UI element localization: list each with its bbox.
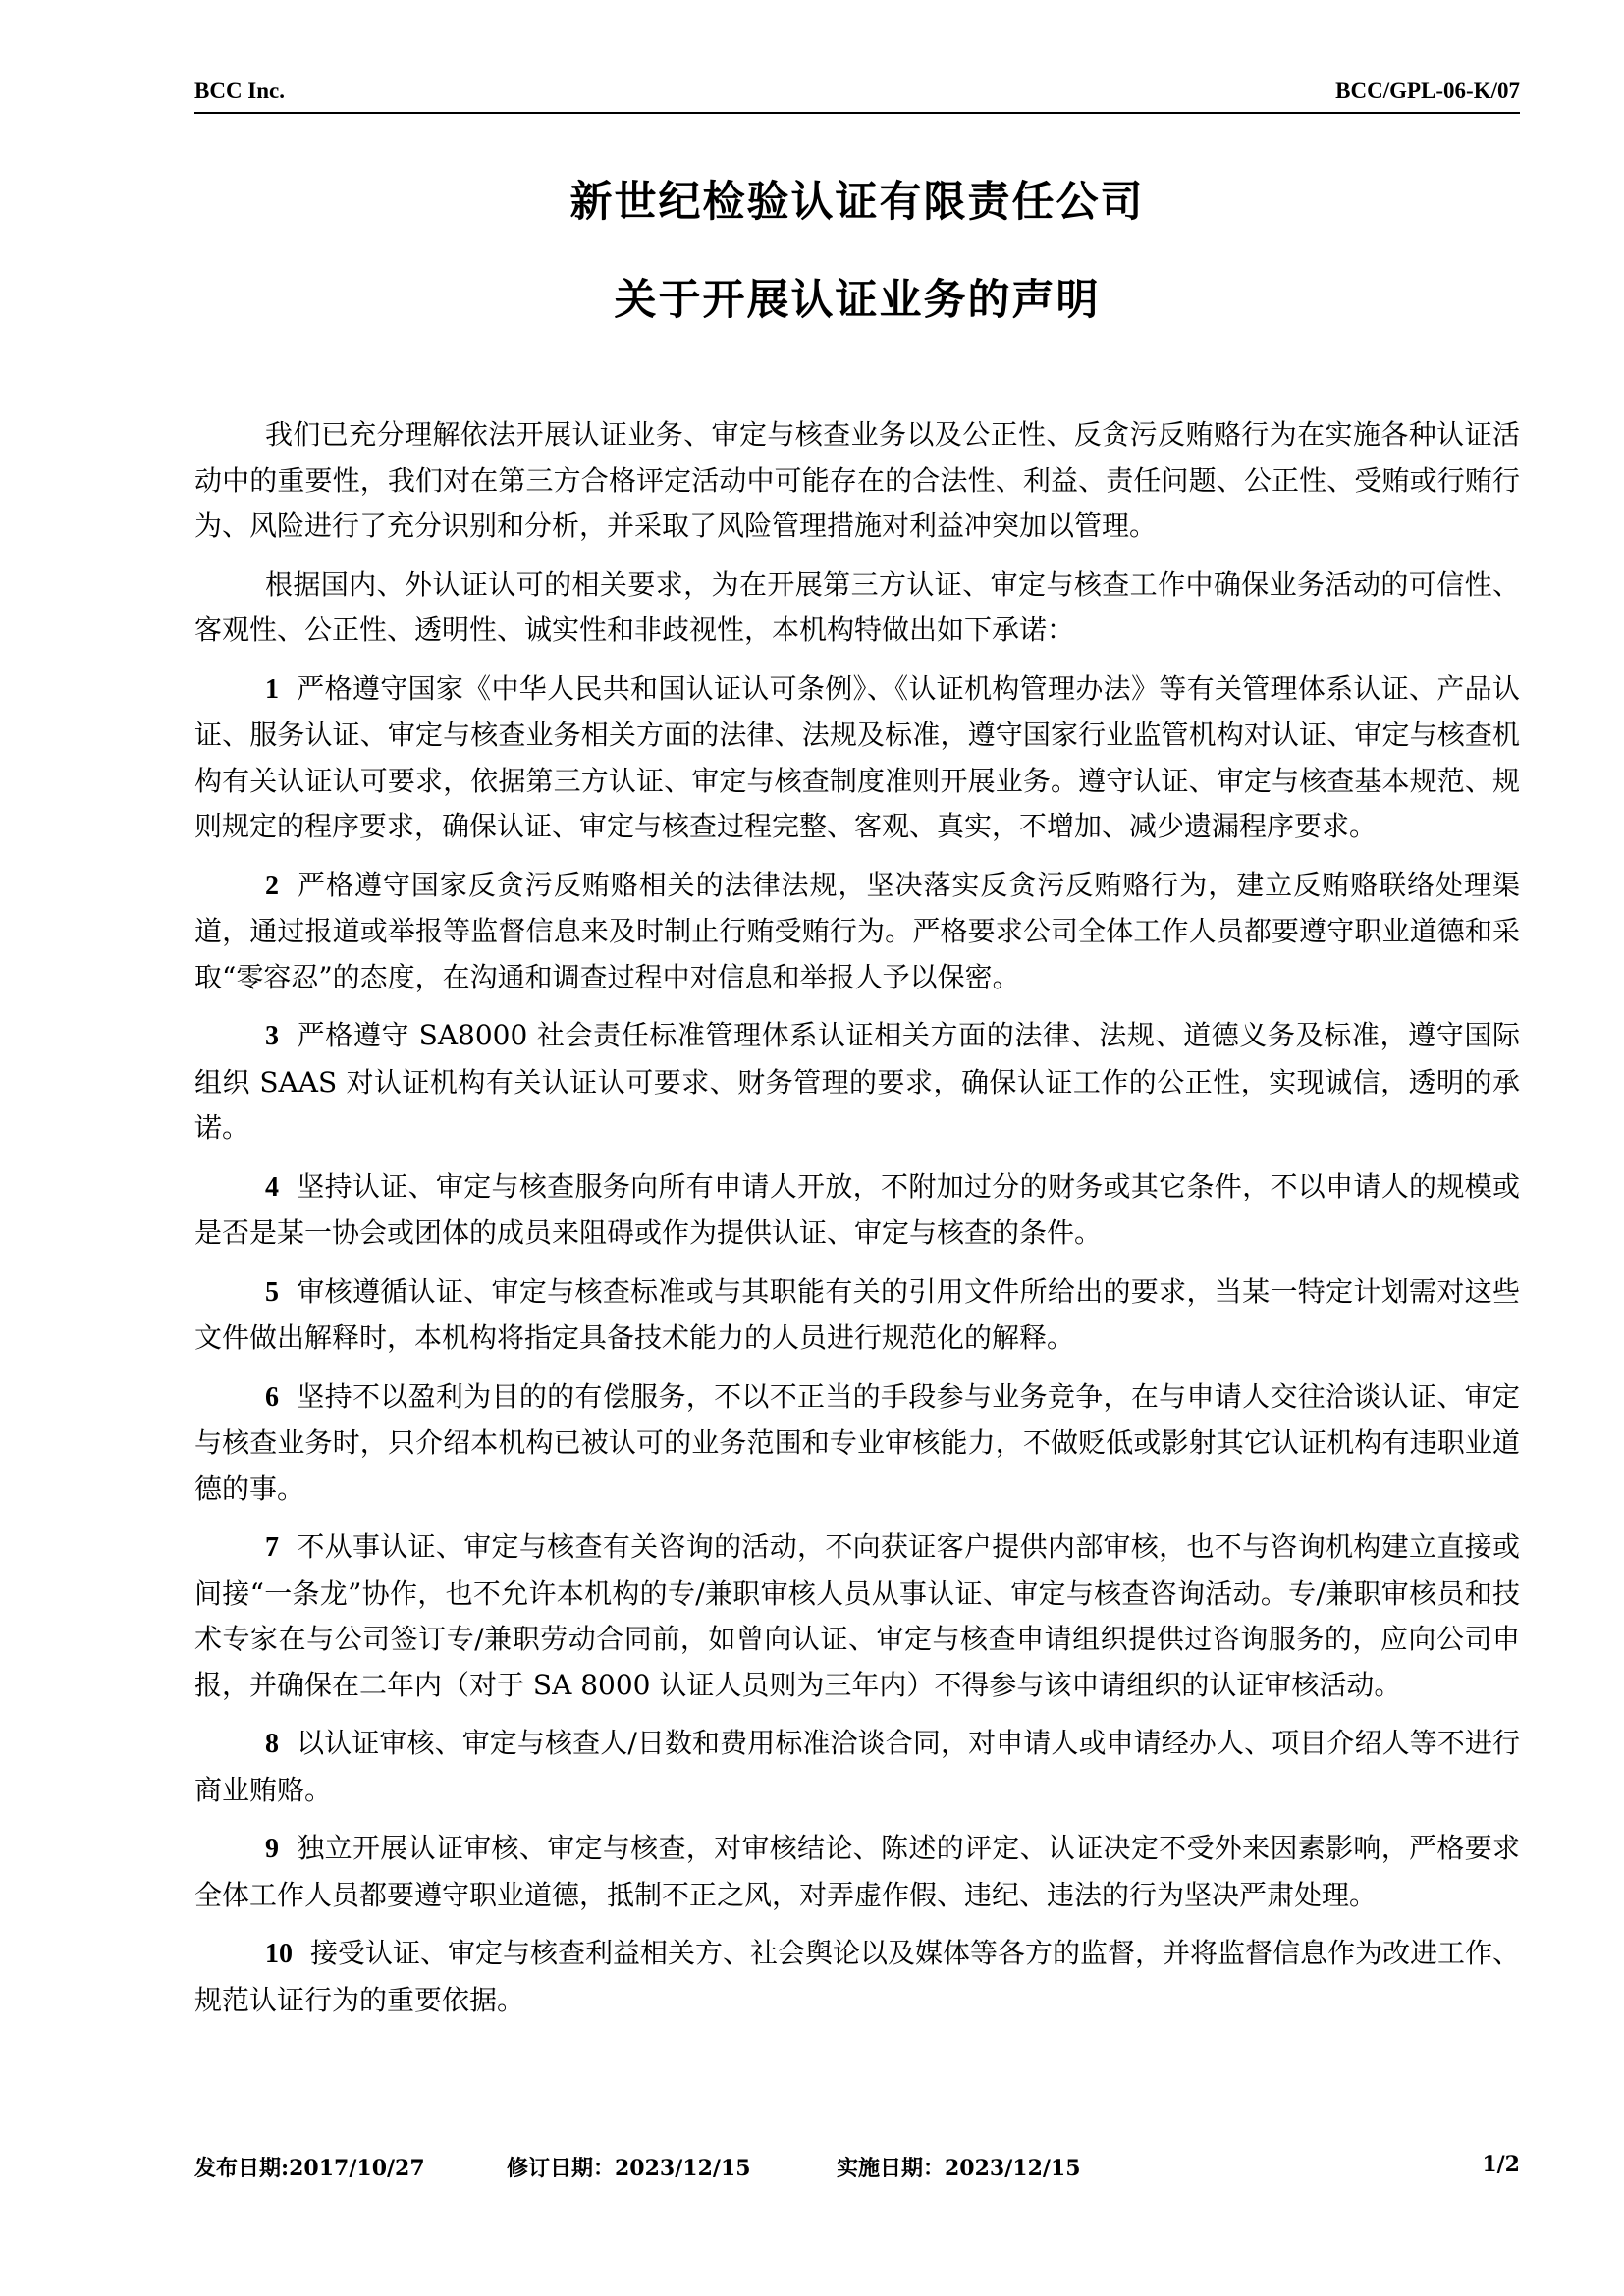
commitment-item: [194, 1931, 1520, 2023]
item-text: 严格遵守国家《中华人民共和国认证认可条例》、《认证机构管理办法》等有关管理体系认证、产品认证、服务认证、审定与核查业务相关方面的法律、法规及标准，遵守国家行业监管机构对认证、审定与核查机构有关认证认可要求，依据第三方认证、审定与核查制度准则开展业务。遵守认证、审定与核查基本规范、规则规定的程序要求，确保认证、审定与核查过程完整、客观、真实，不增加、减少遗漏程序要求。: [194, 671, 1520, 842]
item-number: 5: [265, 1276, 279, 1308]
item-text: 严格遵守 SA8000 社会责任标准管理体系认证相关方面的法律、法规、道德义务及标准，遵守国际组织 SAAS 对认证机构有关认证认可要求、财务管理的要求，确保认证工作的公正性，实现诚信，透明的承诺。: [194, 1019, 1520, 1144]
page-header: [194, 77, 1520, 114]
item-text: 接受认证、审定与核查利益相关方、社会舆论以及媒体等各方的监督，并将监督信息作为改进工作、规范认证行为的重要依据。: [194, 1937, 1521, 2016]
item-number: 9: [265, 1834, 279, 1864]
commitment-item: [194, 1826, 1520, 1918]
revision-date: 修订日期：2023/12/15: [507, 2156, 751, 2181]
item-text: 坚持认证、审定与核查服务向所有申请人开放，不附加过分的财务或其它条件，不以申请人的规模或是否是某一协会或团体的成员来阻碍或作为提供认证、审定与核查的条件。: [194, 1169, 1520, 1249]
intro-paragraph-1: 我们已充分理解依法开展认证业务、审定与核查业务以及公正性、反贪污反贿赂行为在实施各种认证活动中的重要性，我们对在第三方合格评定活动中可能存在的合法性、利益、责任问题、公正性、受贿或行贿行为、风险进行了充分识别和分析，并采取了风险管理措施对利益冲突加以管理。: [194, 418, 1520, 542]
document-code: BCC/GPL-06-K/07: [1335, 79, 1520, 103]
commitment-item: [194, 1524, 1520, 1708]
commitment-item: [194, 1721, 1520, 1813]
commitment-item: [194, 863, 1520, 1001]
issue-date: 发布日期:2017/10/27: [194, 2156, 425, 2181]
document-body: [194, 412, 1520, 2036]
commitment-item: [194, 1013, 1520, 1151]
effective-date: 实施日期：2023/12/15: [837, 2156, 1081, 2181]
item-text: 坚持不以盈利为目的的有偿服务，不以不正当的手段参与业务竞争，在与申请人交往洽谈认证、审定与核查业务时，只介绍本机构已被认可的业务范围和专业审核能力，不做贬低或影射其它认证机构有违职业道德的事。: [194, 1379, 1520, 1505]
item-number: 2: [265, 870, 279, 901]
company-name: BCC Inc.: [194, 79, 286, 103]
item-text: 不从事认证、审定与核查有关咨询的活动，不向获证客户提供内部审核，也不与咨询机构建立直接或间接“一条龙”协作，也不允许本机构的专/兼职审核人员从事认证、审定与核查咨询活动。专/兼职审核员和技术专家在与公司签订专/兼职劳动合同前，如曾向认证、审定与核查申请组织提供过咨询服务的，应向公司申报，并确保在二年内（对于 SA 8000 认证人员则为三年内）不得参与该申请组织的认证审核活动。: [194, 1530, 1520, 1701]
document-title-line-2: 关于开展认证业务的声明: [614, 276, 1101, 325]
commitment-item: [194, 667, 1520, 850]
item-number: 4: [265, 1171, 279, 1202]
page-number: 1/2: [1482, 2152, 1520, 2177]
page-footer: [194, 2152, 1520, 2185]
item-number: 10: [265, 1939, 293, 1969]
item-number: 3: [265, 1021, 279, 1051]
commitment-item: [194, 1269, 1520, 1362]
commitment-item: [194, 1164, 1520, 1256]
item-text: 审核遵循认证、审定与核查标准或与其职能有关的引用文件所给出的要求，当某一特定计划需对这些文件做出解释时，本机构将指定具备技术能力的人员进行规范化的解释。: [194, 1274, 1520, 1354]
item-number: 6: [265, 1381, 279, 1413]
intro-paragraph-2: 根据国内、外认证认可的相关要求，为在开展第三方认证、审定与核查工作中确保业务活动的可信性、客观性、公正性、透明性、诚实性和非歧视性，本机构特做出如下承诺：: [194, 567, 1520, 646]
item-number: 1: [265, 673, 279, 705]
item-number: 8: [265, 1729, 279, 1759]
item-text: 独立开展认证审核、审定与核查，对审核结论、陈述的评定、认证决定不受外来因素影响，严格要求全体工作人员都要遵守职业道德，抵制不正之风，对弄虚作假、违纪、违法的行为坚决严肃处理。: [194, 1832, 1520, 1911]
commitment-item: [194, 1374, 1520, 1513]
item-text: 严格遵守国家反贪污反贿赂相关的法律法规，坚决落实反贪污反贿赂行为，建立反贿赂联络处理渠道，通过报道或举报等监督信息来及时制止行贿受贿行为。严格要求公司全体工作人员都要遵守职业道德和采取“零容忍”的态度，在沟通和调查过程中对信息和举报人予以保密。: [194, 868, 1520, 993]
item-number: 7: [265, 1532, 279, 1563]
item-text: 以认证审核、审定与核查人/日数和费用标准洽谈合同，对申请人或申请经办人、项目介绍人等不进行商业贿赂。: [194, 1727, 1520, 1806]
document-title-line-1: 新世纪检验认证有限责任公司: [569, 178, 1145, 227]
